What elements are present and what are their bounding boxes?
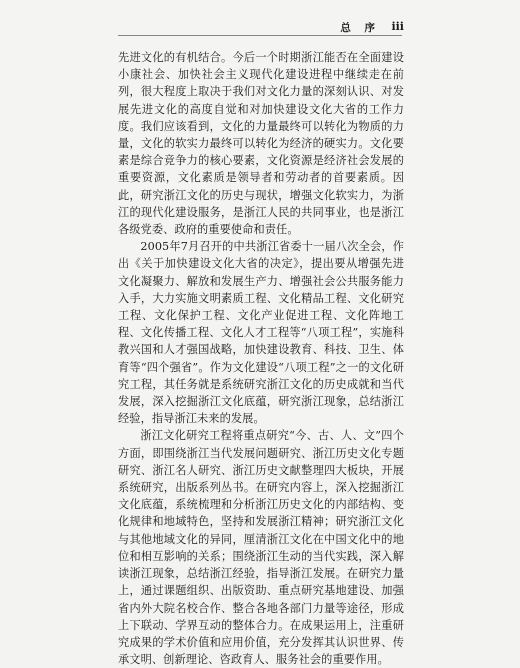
paragraph: 2005年7月召开的中共浙江省委十一届八次全会，作出《关于加快建设文化大省的决定》，提出要从增强先进文化凝聚力、解放和发展生产力、增强社会公共服务能力入手，大力实施文明素质工程、文化精品工程、文化研究工程、文化保护工程、文化产业促进工程、文化阵地工程、文化传播工程、文化人才工程等“八项工程”，实施科教兴国和人才强国战略，加快建设教育、科技、卫生、体育等“四个强省”。作为文化建设“八项工程”之一的文化研究工程，其任务就是系统研究浙江文化的历史成就和当代发展，深入挖掘浙江文化底蕴，研究浙江现象，总结浙江经验，指导浙江未来的发展。 xyxy=(118,240,404,426)
paragraph-continued: 先进文化的有机结合。今后一个时期浙江能否在全面建设小康社会、加快社会主义现代化建设进程中继续走在前列，很大程度上取决于我们对文化力量的深刻认识、对发展先进文化的高度自觉和对加快建设文化大省的工作力度。我们应该看到，文化的力量最终可以转化为物质的力量，文化的软实力最终可以转化为经济的硬实力。文化要素是综合竞争力的核心要素，文化资源是经济社会发展的重要资源，文化素质是领导者和劳动者的首要素质。因此，研究浙江文化的历史与现状，增强文化软实力，为浙江的现代化建设服务，是浙江人民的共同事业，也是浙江各级党委、政府的重要使命和责任。 xyxy=(118,51,404,237)
paragraph: 浙江文化研究工程将重点研究“今、古、人、文”四个方面，即围绕浙江当代发展问题研究、浙江历史文化专题研究、浙江名人研究、浙江历史文献整理四大板块，开展系统研究，出版系列丛书。在研究内容上，深入挖掘浙江文化底蕴，系统梳理和分析浙江历史文化的内部结构、变化规律和地域特色，坚持和发展浙江精神；研究浙江文化与其他地域文化的异同，厘清浙江文化在中国文化中的地位和相互影响的关系；围绕浙江生动的当代实践，深入解读浙江现象，总结浙江经验，指导浙江发展。在研究力量上，通过课题组织、出版资助、重点研究基地建设、加强省内外大院名校合作、整合各地各部门力量等途径，形成上下联动、学界互动的整体合力。在成果运用上，注重研究成果的学术价值和应用价值，充分发挥其认识世界、传承文明、创新理论、咨政育人、服务社会的重要作用。 xyxy=(118,429,404,667)
running-header-title: 总 序 xyxy=(340,22,380,34)
page-number: iii xyxy=(391,20,404,33)
header-rule xyxy=(118,35,402,36)
body-text xyxy=(118,49,404,668)
